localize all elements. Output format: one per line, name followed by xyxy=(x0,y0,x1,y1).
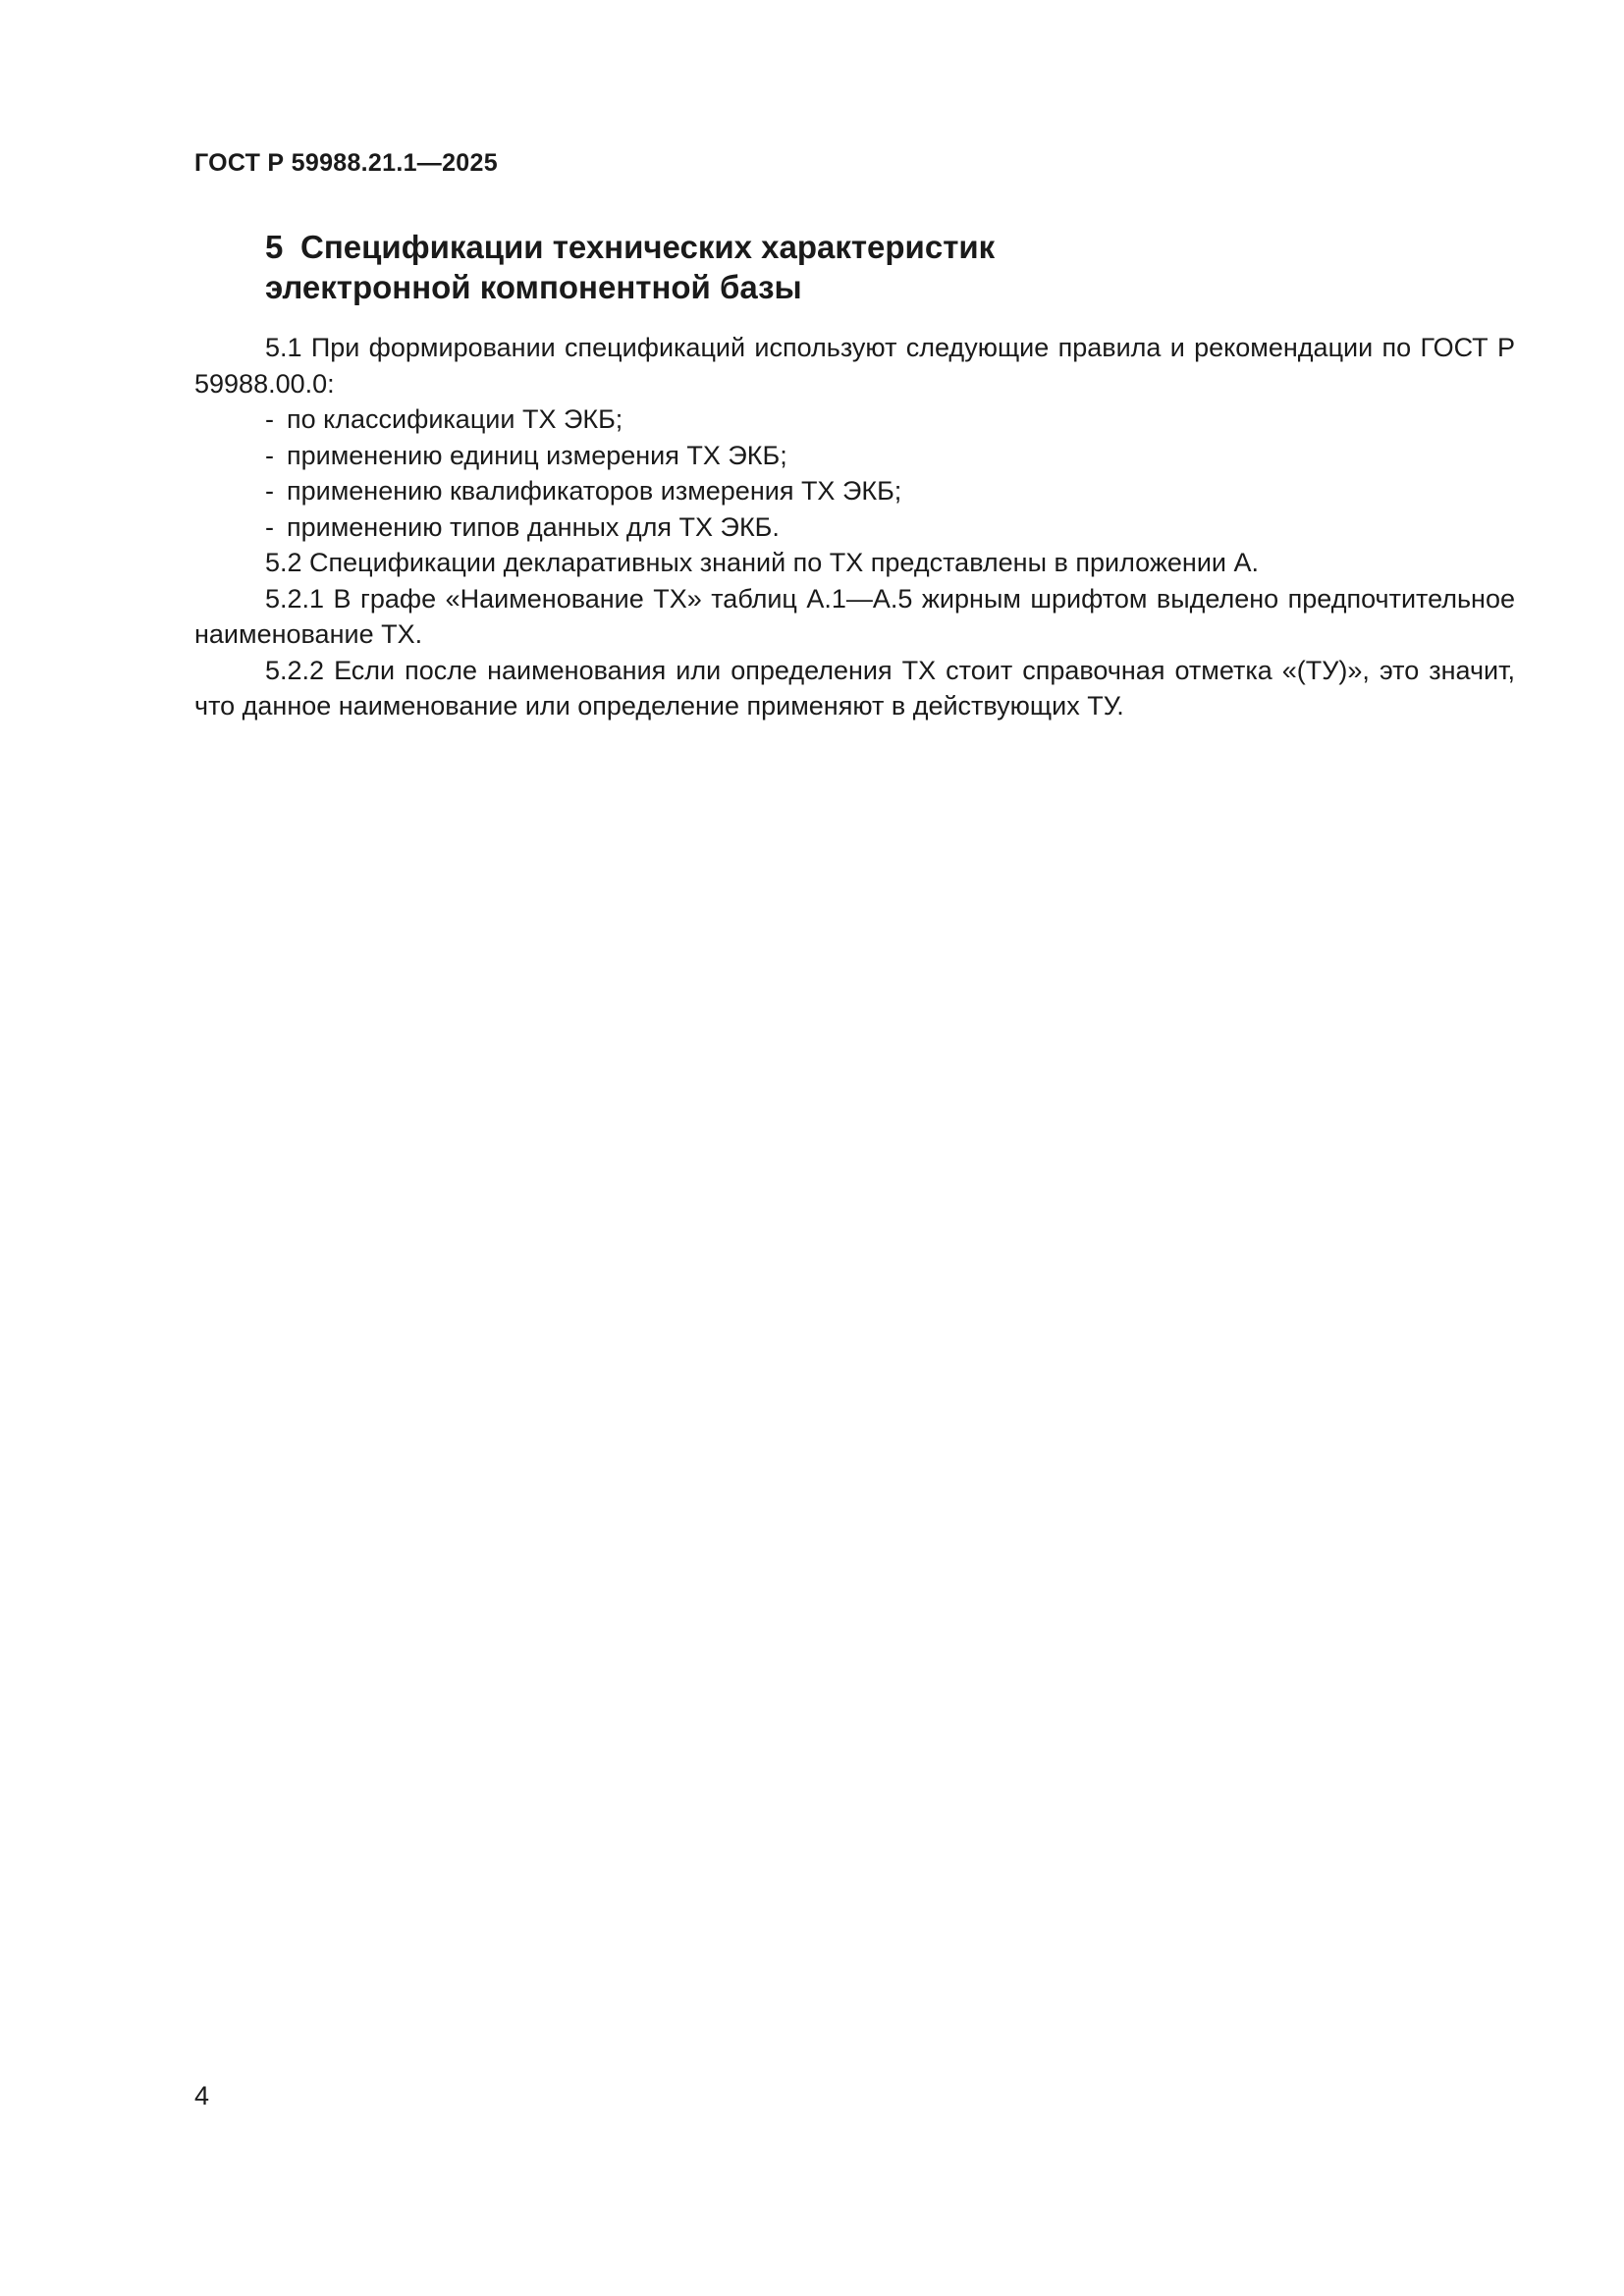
section-title-line1: Спецификации технических характеристик xyxy=(300,229,996,265)
list-item xyxy=(194,438,1515,474)
list-item xyxy=(194,509,1515,546)
list-marker: - xyxy=(265,440,274,470)
list-item xyxy=(194,401,1515,438)
rules-list xyxy=(194,401,1515,545)
list-marker: - xyxy=(265,476,274,506)
list-item-text: применению квалификаторов измерения ТХ ЭКБ; xyxy=(287,476,902,506)
section-body xyxy=(194,330,1515,724)
section-heading xyxy=(265,227,1345,307)
list-marker: - xyxy=(265,511,274,542)
list-marker: - xyxy=(265,404,274,434)
paragraph-5-2: 5.2 Спецификации декларативных знаний по ТХ представлены в приложении А. xyxy=(265,548,1259,577)
list-item-text: применению единиц измерения ТХ ЭКБ; xyxy=(287,440,787,470)
paragraph-5-2-2: 5.2.2 Если после наименования или определения ТХ стоит справочная отметка «(ТУ)», это значит, что данное наименование или определение применяют в действующих ТУ. xyxy=(194,655,1515,721)
section-heading-line1 xyxy=(265,227,1345,267)
list-item-text: по классификации ТХ ЭКБ; xyxy=(287,404,623,434)
list-item-text: применению типов данных для ТХ ЭКБ. xyxy=(287,511,780,542)
page-number: 4 xyxy=(194,2081,210,2110)
section-title-line2: электронной компонентной базы xyxy=(265,269,802,305)
section-number: 5 xyxy=(265,229,284,265)
document-code-header: ГОСТ Р 59988.21.1—2025 xyxy=(194,149,498,177)
paragraph-5-2-1: 5.2.1 В графе «Наименование ТХ» таблиц А.1—А.5 жирным шрифтом выделено предпочтительное наименование ТХ. xyxy=(194,583,1515,649)
list-item xyxy=(194,473,1515,509)
paragraph-5-1: 5.1 При формировании спецификаций используют следующие правила и рекомендации по ГОСТ Р 59988.00.0: xyxy=(194,333,1515,399)
